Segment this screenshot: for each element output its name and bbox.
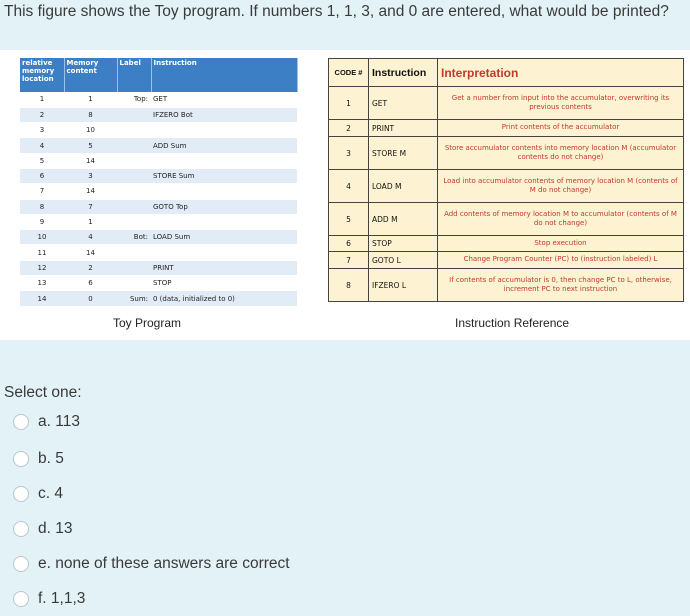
toy-cell-location: 3 xyxy=(20,123,64,138)
toy-cell-content: 1 xyxy=(64,92,117,107)
toy-cell-instruction: GOTO Top xyxy=(151,199,297,214)
toy-cell-label xyxy=(117,260,151,275)
toy-table-row xyxy=(20,92,297,107)
ref-cell-instruction: STORE M xyxy=(369,137,438,170)
toy-table-row xyxy=(20,123,297,138)
toy-cell-instruction xyxy=(151,184,297,199)
toy-cell-label xyxy=(117,138,151,153)
toy-cell-instruction: STOP xyxy=(151,276,297,291)
toy-header-label: Label xyxy=(117,58,151,92)
toy-cell-instruction: LOAD Sum xyxy=(151,230,297,245)
ref-cell-interpretation: Store accumulator contents into memory location M (accumulator contents do not change) xyxy=(438,137,684,170)
toy-table-row xyxy=(20,260,297,275)
toy-table-row xyxy=(20,199,297,214)
toy-cell-label xyxy=(117,276,151,291)
toy-header-instruction: Instruction xyxy=(151,58,297,92)
toy-cell-instruction: 0 (data, initialized to 0) xyxy=(151,291,297,306)
toy-table-row xyxy=(20,184,297,199)
ref-table-row xyxy=(329,203,684,236)
ref-cell-interpretation: If contents of accumulator is 0, then change PC to L, otherwise, increment PC to next instruction xyxy=(438,269,684,302)
ref-cell-instruction: ADD M xyxy=(369,203,438,236)
toy-cell-location: 11 xyxy=(20,245,64,260)
radio-button-icon[interactable] xyxy=(13,451,29,467)
ref-cell-instruction: IFZERO L xyxy=(369,269,438,302)
toy-header-row xyxy=(20,58,297,92)
ref-cell-code: 5 xyxy=(329,203,369,236)
ref-cell-code: 1 xyxy=(329,87,369,120)
question-text: This figure shows the Toy program. If numbers 1, 1, 3, and 0 are entered, what would be printed? xyxy=(4,3,669,20)
toy-cell-label: Sum: xyxy=(117,291,151,306)
ref-header-instruction: Instruction xyxy=(369,59,438,87)
ref-table-row xyxy=(329,120,684,137)
toy-cell-location: 6 xyxy=(20,168,64,183)
toy-cell-label xyxy=(117,184,151,199)
option-e[interactable] xyxy=(13,553,290,575)
toy-cell-location: 8 xyxy=(20,199,64,214)
toy-cell-instruction: IFZERO Bot xyxy=(151,107,297,122)
ref-cell-interpretation: Get a number from input into the accumulator, overwriting its previous contents xyxy=(438,87,684,120)
ref-table-row xyxy=(329,87,684,120)
ref-cell-interpretation: Print contents of the accumulator xyxy=(438,120,684,137)
toy-cell-instruction xyxy=(151,245,297,260)
toy-cell-content: 2 xyxy=(64,260,117,275)
ref-table-row xyxy=(329,170,684,203)
toy-cell-label xyxy=(117,153,151,168)
ref-table-row xyxy=(329,252,684,269)
ref-cell-interpretation: Stop execution xyxy=(438,236,684,252)
toy-cell-label xyxy=(117,214,151,229)
option-label: b. 5 xyxy=(38,450,64,467)
figure-panel xyxy=(0,50,690,340)
option-label: a. 113 xyxy=(38,413,80,430)
option-a[interactable] xyxy=(13,411,80,433)
ref-header-code: CODE # xyxy=(329,59,369,87)
instruction-reference-caption: Instruction Reference xyxy=(455,316,570,330)
toy-header-content: Memory content xyxy=(64,58,117,92)
toy-cell-location: 12 xyxy=(20,260,64,275)
ref-table-row xyxy=(329,137,684,170)
toy-cell-location: 9 xyxy=(20,214,64,229)
option-label: c. 4 xyxy=(38,485,63,502)
ref-cell-code: 3 xyxy=(329,137,369,170)
ref-table-row xyxy=(329,236,684,252)
ref-cell-instruction: GET xyxy=(369,87,438,120)
toy-cell-location: 13 xyxy=(20,276,64,291)
toy-cell-content: 14 xyxy=(64,153,117,168)
toy-cell-instruction xyxy=(151,123,297,138)
ref-cell-instruction: GOTO L xyxy=(369,252,438,269)
option-label: f. 1,1,3 xyxy=(38,590,86,607)
option-d[interactable] xyxy=(13,518,72,540)
ref-cell-instruction: PRINT xyxy=(369,120,438,137)
toy-cell-location: 1 xyxy=(20,92,64,107)
instruction-reference-table xyxy=(328,58,684,302)
radio-button-icon[interactable] xyxy=(13,521,29,537)
toy-cell-instruction xyxy=(151,214,297,229)
toy-cell-label xyxy=(117,123,151,138)
toy-cell-label xyxy=(117,107,151,122)
toy-cell-instruction: STORE Sum xyxy=(151,168,297,183)
toy-cell-content: 5 xyxy=(64,138,117,153)
toy-cell-instruction: PRINT xyxy=(151,260,297,275)
option-c[interactable] xyxy=(13,483,63,505)
toy-cell-location: 4 xyxy=(20,138,64,153)
toy-cell-location: 7 xyxy=(20,184,64,199)
toy-cell-content: 7 xyxy=(64,199,117,214)
toy-cell-content: 1 xyxy=(64,214,117,229)
ref-cell-code: 8 xyxy=(329,269,369,302)
toy-cell-location: 5 xyxy=(20,153,64,168)
toy-header-location: relative memory location xyxy=(20,58,64,92)
select-one-label: Select one: xyxy=(4,384,82,401)
toy-table-row xyxy=(20,153,297,168)
ref-cell-code: 2 xyxy=(329,120,369,137)
ref-cell-code: 7 xyxy=(329,252,369,269)
toy-cell-content: 4 xyxy=(64,230,117,245)
toy-cell-instruction xyxy=(151,153,297,168)
radio-button-icon[interactable] xyxy=(13,591,29,607)
radio-button-icon[interactable] xyxy=(13,486,29,502)
toy-program-table xyxy=(20,58,298,307)
toy-cell-content: 3 xyxy=(64,168,117,183)
toy-cell-content: 0 xyxy=(64,291,117,306)
toy-cell-location: 14 xyxy=(20,291,64,306)
option-f[interactable] xyxy=(13,588,85,610)
toy-cell-label: Bot: xyxy=(117,230,151,245)
ref-table-row xyxy=(329,269,684,302)
ref-cell-code: 4 xyxy=(329,170,369,203)
toy-cell-label xyxy=(117,168,151,183)
toy-table-row xyxy=(20,230,297,245)
toy-cell-location: 2 xyxy=(20,107,64,122)
ref-cell-interpretation: Change Program Counter (PC) to (instruction labeled) L xyxy=(438,252,684,269)
radio-button-icon[interactable] xyxy=(13,556,29,572)
ref-header-interpretation: Interpretation xyxy=(438,59,684,87)
toy-table-row xyxy=(20,138,297,153)
ref-cell-instruction: STOP xyxy=(369,236,438,252)
toy-cell-content: 14 xyxy=(64,245,117,260)
toy-cell-content: 6 xyxy=(64,276,117,291)
ref-cell-code: 6 xyxy=(329,236,369,252)
radio-button-icon[interactable] xyxy=(13,414,29,430)
option-b[interactable] xyxy=(13,448,64,470)
toy-cell-content: 10 xyxy=(64,123,117,138)
toy-cell-location: 10 xyxy=(20,230,64,245)
toy-cell-label: Top: xyxy=(117,92,151,107)
toy-cell-instruction: ADD Sum xyxy=(151,138,297,153)
ref-cell-instruction: LOAD M xyxy=(369,170,438,203)
toy-table-row xyxy=(20,276,297,291)
toy-table-row xyxy=(20,107,297,122)
toy-cell-label xyxy=(117,199,151,214)
toy-cell-label xyxy=(117,245,151,260)
toy-table-row xyxy=(20,291,297,306)
ref-header-row xyxy=(329,59,684,87)
toy-table-row xyxy=(20,168,297,183)
ref-cell-interpretation: Add contents of memory location M to accumulator (contents of M do not change) xyxy=(438,203,684,236)
toy-program-caption: Toy Program xyxy=(113,316,182,330)
toy-cell-instruction: GET xyxy=(151,92,297,107)
toy-table-row xyxy=(20,214,297,229)
toy-cell-content: 8 xyxy=(64,107,117,122)
option-label: d. 13 xyxy=(38,520,73,537)
ref-cell-interpretation: Load into accumulator contents of memory location M (contents of M do not change) xyxy=(438,170,684,203)
option-label: e. none of these answers are correct xyxy=(38,555,290,572)
toy-cell-content: 14 xyxy=(64,184,117,199)
toy-table-row xyxy=(20,245,297,260)
